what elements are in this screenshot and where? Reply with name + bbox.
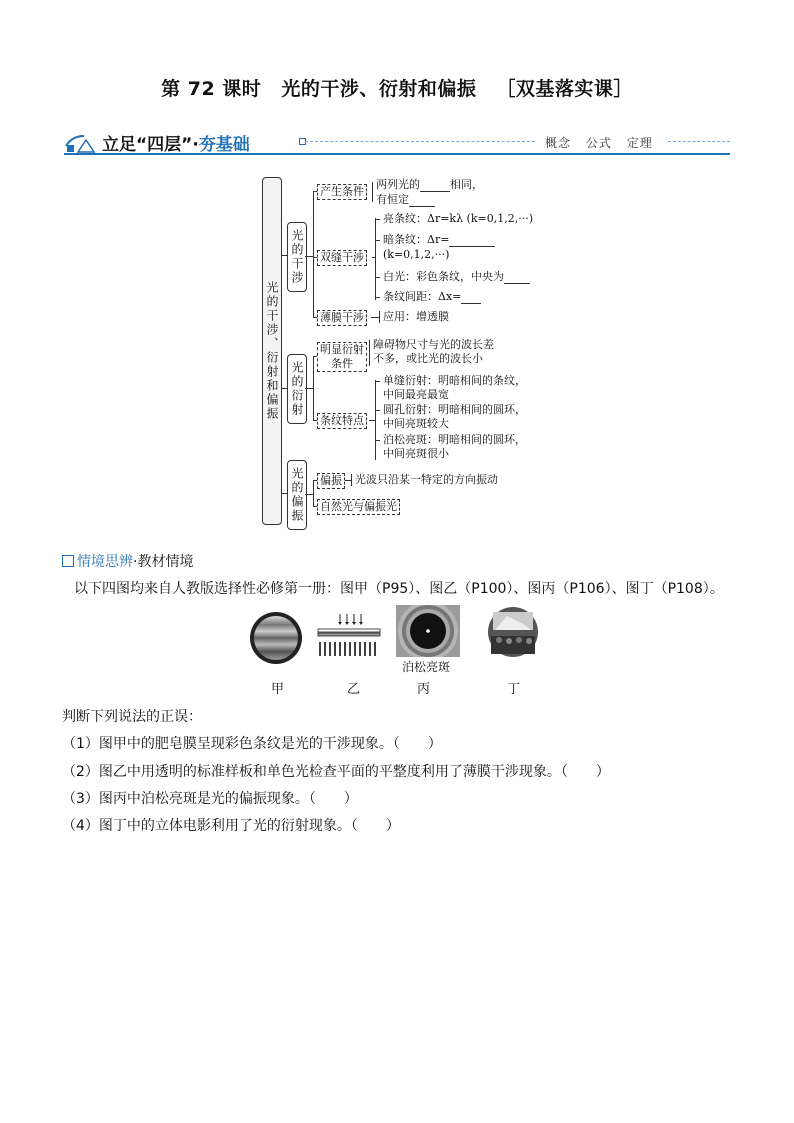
- interference-condition-line1: [376, 178, 483, 192]
- fill-blank: [449, 246, 495, 247]
- double-slit-spacing: [383, 290, 481, 304]
- circular-hole-b: 中间亮斑较大: [383, 417, 449, 430]
- poisson-caption: 泊松亮斑: [402, 660, 451, 674]
- poisson-spot-a: 泊松亮斑：明暗相间的圆环，: [383, 433, 526, 446]
- connector: [369, 420, 375, 421]
- branch-interference: [287, 222, 307, 292]
- connector: [372, 257, 375, 258]
- figure-label-yi: 乙: [347, 682, 361, 697]
- judge-prompt: 判断下列说法的正误：: [62, 709, 202, 725]
- text: 两列光的: [376, 178, 420, 191]
- node-label: 薄膜干涉: [320, 311, 364, 324]
- fill-blank: [409, 206, 435, 207]
- thin-film-application: 应用：增透膜: [383, 310, 449, 323]
- interference-condition-line2: [376, 193, 435, 207]
- node-diffraction-condition: [317, 342, 367, 372]
- single-slit-a: 单缝衍射：明暗相间的条纹，: [383, 374, 526, 387]
- situation-heading-rest: ·教材情境: [133, 554, 194, 570]
- judge-item-1: （1）图甲中的肥皂膜呈现彩色条纹是光的干涉现象。（ ）: [62, 736, 442, 752]
- figure-label-bing: 丙: [417, 682, 431, 697]
- connector: [375, 240, 380, 241]
- text: 白光：彩色条纹，中央为: [383, 270, 504, 283]
- double-slit-dark-k: (k=0,1,2,···): [383, 248, 450, 261]
- polarization-text: 光波只沿某一特定的方向振动: [355, 473, 498, 486]
- lesson-number: 第 72 课时: [161, 78, 262, 100]
- poisson-spot-b: 中间亮斑很小: [383, 447, 449, 460]
- node-label: 条纹特点: [320, 414, 364, 427]
- connector: [372, 182, 373, 202]
- connector: [313, 191, 314, 317]
- connector: [313, 356, 314, 420]
- lesson-tag: ［双基落实课］: [496, 78, 633, 100]
- branch-interference-label: 光的干涉: [290, 229, 304, 285]
- figure-flat-plate-image: [316, 612, 382, 658]
- keyword-concept: 概念: [545, 136, 572, 150]
- connector: [305, 388, 313, 389]
- connector: [313, 480, 314, 506]
- branch-polarization: [287, 460, 307, 530]
- judge-item-4: （4）图丁中的立体电影利用了光的衍射现象。（ ）: [62, 818, 400, 834]
- double-slit-white: [383, 270, 530, 284]
- node-label: 产生条件: [320, 185, 364, 198]
- connector: [375, 410, 380, 411]
- figure-label-ding: 丁: [507, 682, 521, 697]
- judge-item-3: （3）图丙中泊松亮斑是光的偏振现象。（ ）: [62, 791, 358, 807]
- fill-blank: [420, 191, 450, 192]
- fill-blank: [504, 283, 530, 284]
- connector: [369, 340, 370, 366]
- node-double-slit: [317, 250, 367, 266]
- branch-diffraction-label: 光的衍射: [290, 361, 304, 417]
- double-slit-bright: 亮条纹：Δr=kλ (k=0,1,2,···): [383, 212, 533, 225]
- situation-intro: 以下四图均来自人教版选择性必修第一册：图甲（P95）、图乙（P100）、图丙（P106）、图丁（P108）。: [74, 581, 724, 597]
- single-slit-b: 中间最亮最宽: [383, 388, 449, 401]
- mindmap-root-label: 光的干涉、衍射和偏振: [265, 281, 279, 421]
- connector: [375, 277, 380, 278]
- text: 条纹间距：Δx=: [383, 290, 462, 303]
- figure-label-jia: 甲: [271, 682, 285, 697]
- node-label: 偏振: [320, 474, 342, 487]
- connector: [375, 297, 380, 298]
- text: 暗条纹：Δr=: [383, 233, 450, 246]
- connector: [379, 311, 380, 323]
- branch-polarization-label: 光的偏振: [290, 467, 304, 523]
- connector: [351, 474, 352, 486]
- connector: [305, 494, 313, 495]
- judge-item-2: （2）图乙中用透明的标准样板和单色光检查平面的平整度利用了薄膜干涉现象。（ ）: [62, 764, 610, 780]
- text: 相同，: [450, 178, 483, 191]
- figure-poisson-spot-image: [396, 605, 460, 657]
- figure-soap-film-image: [249, 611, 303, 665]
- node-thin-film: [317, 310, 367, 326]
- connector: [305, 256, 313, 257]
- diffraction-condition-line1: 障碍物尺寸与光的波长差: [373, 338, 494, 351]
- lesson-topic: 光的干涉、衍射和偏振: [281, 78, 477, 100]
- checkbox-square-icon: [62, 555, 74, 567]
- keyword-theorem: 定理: [626, 136, 653, 150]
- connector: [375, 440, 380, 441]
- section-title-highlight: 夯基础: [198, 135, 250, 155]
- keyword-formula: 公式: [585, 136, 612, 150]
- mind-map: [0, 0, 794, 540]
- fill-blank: [461, 303, 481, 304]
- circular-hole-a: 圆孔衍射：明暗相间的圆环，: [383, 403, 526, 416]
- connector: [375, 219, 380, 220]
- connector: [371, 317, 379, 318]
- node-interference-condition: [317, 184, 367, 200]
- section-title-prefix: 立足“四层”·: [102, 135, 199, 155]
- situation-heading: [62, 551, 193, 571]
- node-label: 双缝干涉: [320, 251, 364, 264]
- double-slit-dark: [383, 233, 495, 247]
- connector: [375, 218, 376, 300]
- mindmap-root: [262, 177, 282, 525]
- situation-heading-blue: 情境思辨: [77, 554, 133, 570]
- diffraction-condition-line2: 不多，或比光的波长小: [373, 352, 483, 365]
- node-label: 明显衍射条件: [320, 343, 364, 370]
- branch-diffraction: [287, 354, 307, 424]
- node-natural-polarized: [317, 499, 400, 515]
- node-fringe-features: [317, 413, 367, 429]
- connector: [375, 381, 380, 382]
- figure-3d-movie-image: [487, 606, 539, 658]
- node-polarization: [317, 473, 345, 489]
- node-label: 自然光与偏振光: [320, 500, 397, 513]
- text: 有恒定: [376, 193, 409, 206]
- connector: [375, 380, 376, 460]
